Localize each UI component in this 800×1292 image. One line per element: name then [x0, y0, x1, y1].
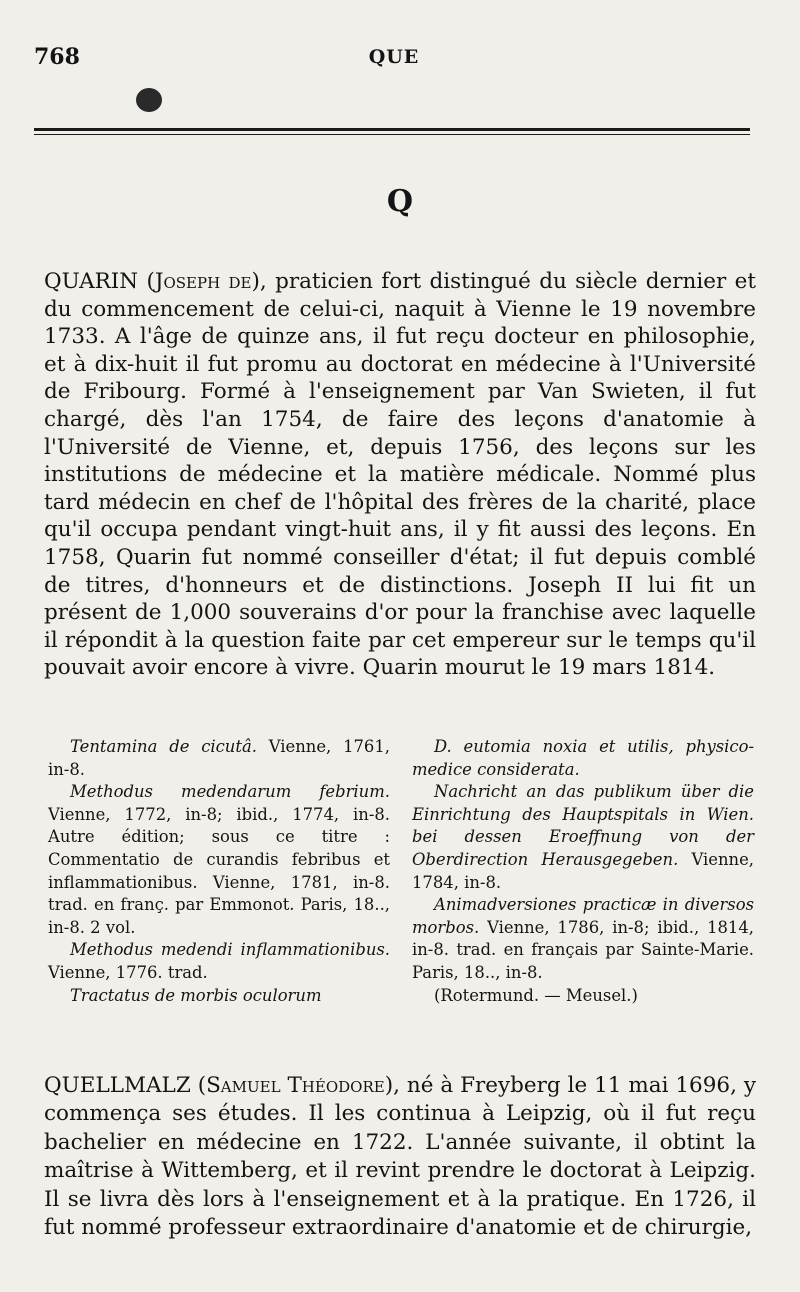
entry-quellmalz: [44, 1072, 756, 1242]
entry-body: , né à Freyberg le 11 mai 1696, y commença ses études. Il les continua à Leipzig, où il fut reçu bachelier en médecine en 1722. L'année suivante, il obtint la maîtrise à Wittemberg, et il revint prendre le doctorat à Leipzig. Il se livra dès lors à l'enseignement et à la pratique. En 1726, il fut nommé professeur extraordinaire d'anatomie et de chirurgie,: [44, 1073, 756, 1241]
bib-details: Vienne, 1784, in-8.: [412, 849, 754, 892]
page-number: 768: [34, 44, 80, 70]
header-rule-thick: [34, 128, 750, 131]
bibliography: [48, 736, 754, 1007]
bib-item: [48, 781, 390, 939]
bib-details: Vienne, 1786, in-8; ibid., 1814, in-8. trad. en français par Sainte-Marie. Paris, 18.., in-8.: [412, 917, 754, 982]
bib-title: Tractatus de morbis oculorum: [70, 985, 322, 1005]
bib-details: Vienne, 1776. trad.: [48, 962, 208, 982]
headword: QUARIN: [44, 269, 139, 294]
bib-title: Nachricht an das publikum über die Einrichtung des Hauptspitals in Wien. bei dessen Eroeffnung von der Oberdirection Herausgegeben.: [412, 782, 754, 869]
name-parenthetical: (Samuel Théodore): [197, 1073, 394, 1098]
bib-title: D. eutomia noxia et utilis, physico-medice considerata.: [412, 737, 754, 779]
bib-details: Vienne, 1772, in-8; ibid., 1774, in-8. Autre édition; sous ce titre : Commentatio de curandis febribus et inflammationibus. Vienne, 1781, in-8. trad. en franç. par Emmonot. Paris, 18.., in-8. 2 vol.: [48, 804, 390, 937]
bib-item: [412, 736, 754, 781]
bib-sources: (Rotermund. — Meusel.): [434, 985, 638, 1005]
bib-title: Animadversiones practicæ in diversos morbos.: [412, 895, 754, 937]
bib-item: [412, 781, 754, 894]
entry-body: , praticien fort distingué du siècle dernier et du commencement de celui-ci, naquit à Vienne le 19 novembre 1733. A l'âge de quinze ans, il fut reçu docteur en philosophie, et à dix-huit il fut promu au doctorat en médecine à l'Université de Fribourg. Formé à l'enseignement par Van Swieten, il fut chargé, dès l'an 1754, de faire des leçons d'anatomie à l'Université de Vienne, et, depuis 1756, des leçons sur les institutions de médecine et la matière médicale. Nommé plus tard médecin en chef de l'hôpital des frères de la charité, place qu'il occupa pendant vingt-huit ans, il y fit aussi des leçons. En 1758, Quarin fut nommé conseiller d'état; il fut depuis comblé de titres, d'honneurs et de distinctions. Joseph II lui fit un présent de 1,000 souverains d'or pour la franchise avec laquelle il répondit à la question faite par cet empereur sur le temps qu'il pouvait avoir encore à vivre. Quarin mourut le 19 mars 1814.: [44, 269, 756, 681]
running-head: QUE: [368, 46, 420, 68]
header-rule-thin: [34, 134, 750, 135]
bib-title: Methodus medendi inflammationibus.: [70, 940, 390, 960]
bib-title: Tentamina de cicutâ.: [70, 737, 257, 756]
bib-item: [412, 894, 754, 984]
bib-details: Vienne, 1761, in-8.: [48, 737, 390, 779]
entry-quarin: [44, 268, 756, 682]
page-header: [34, 44, 754, 74]
name-parenthetical: (Joseph de): [146, 269, 260, 294]
headword: QUELLMALZ: [44, 1073, 191, 1098]
section-letter: Q: [386, 184, 414, 219]
bib-item: [48, 985, 390, 1008]
bib-title: Methodus medendarum febrium.: [70, 782, 390, 802]
bib-item: [48, 939, 390, 984]
bib-item: [48, 736, 390, 781]
ink-blot: [136, 88, 162, 112]
